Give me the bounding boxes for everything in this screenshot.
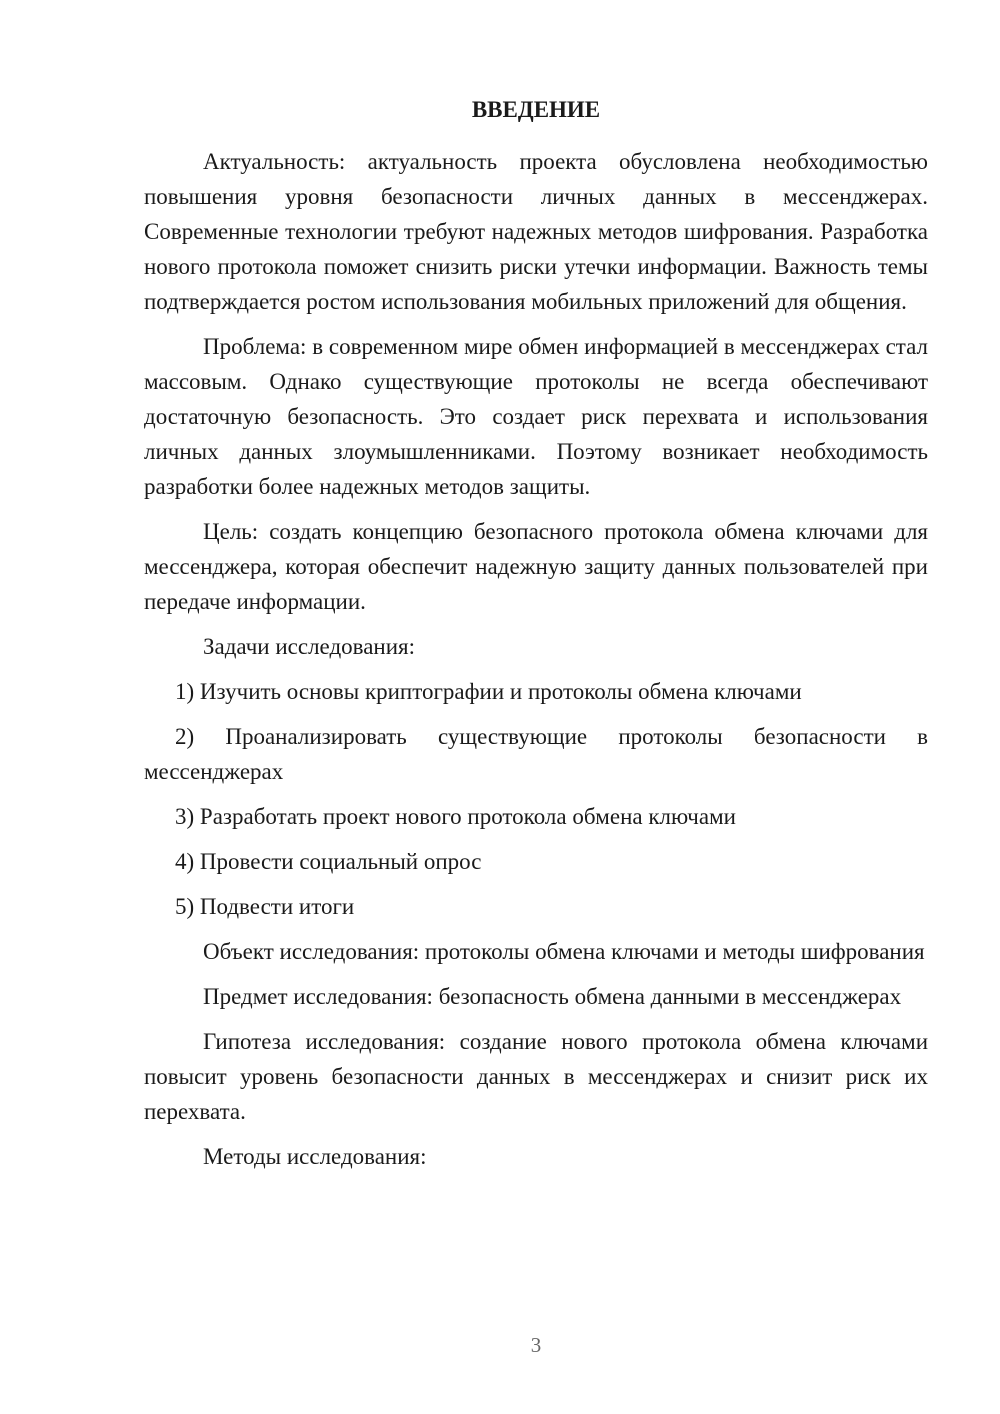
- paragraph-goal: Цель: создать концепцию безопасного протокола обмена ключами для мессенджера, которая обеспечит надежную защиту данных пользователей при передаче информации.: [144, 519, 928, 614]
- task-item-1: 1) Изучить основы криптографии и протоколы обмена ключами: [175, 679, 802, 704]
- paragraph-object: Объект исследования: протоколы обмена ключами и методы шифрования: [203, 939, 925, 964]
- paragraph-subject: Предмет исследования: безопасность обмена данными в мессенджерах: [203, 984, 902, 1009]
- section-title: ВВЕДЕНИЕ: [471, 97, 601, 122]
- page-number: 3: [530, 1333, 542, 1357]
- task-item-5: 5) Подвести итоги: [175, 894, 355, 919]
- page-body: [144, 95, 928, 1184]
- task-item-2: 2) Проанализировать существующие протоколы безопасности в мессенджерах: [144, 724, 928, 784]
- task-item-3: 3) Разработать проект нового протокола обмена ключами: [175, 804, 736, 829]
- paragraph-hypothesis: Гипотеза исследования: создание нового протокола обмена ключами повысит уровень безопасности данных в мессенджерах и снизит риск их перехвата.: [144, 1029, 928, 1124]
- paragraph-relevance: Актуальность: актуальность проекта обусловлена необходимостью повышения уровня безопасности личных данных в мессенджерах. Современные технологии требуют надежных методов шифрования. Разработка нового протокола поможет снизить риски утечки информации. Важность темы подтверждается ростом использования мобильных приложений для общения.: [144, 149, 928, 314]
- task-item-4: 4) Провести социальный опрос: [175, 849, 482, 874]
- tasks-heading: Задачи исследования:: [203, 634, 416, 659]
- methods-heading: Методы исследования:: [203, 1144, 427, 1169]
- paragraph-problem: Проблема: в современном мире обмен информацией в мессенджерах стал массовым. Однако существующие протоколы не всегда обеспечивают достаточную безопасность. Это создает риск перехвата и использования личных данных злоумышленниками. Поэтому возникает необходимость разработки более надежных методов защиты.: [144, 334, 928, 499]
